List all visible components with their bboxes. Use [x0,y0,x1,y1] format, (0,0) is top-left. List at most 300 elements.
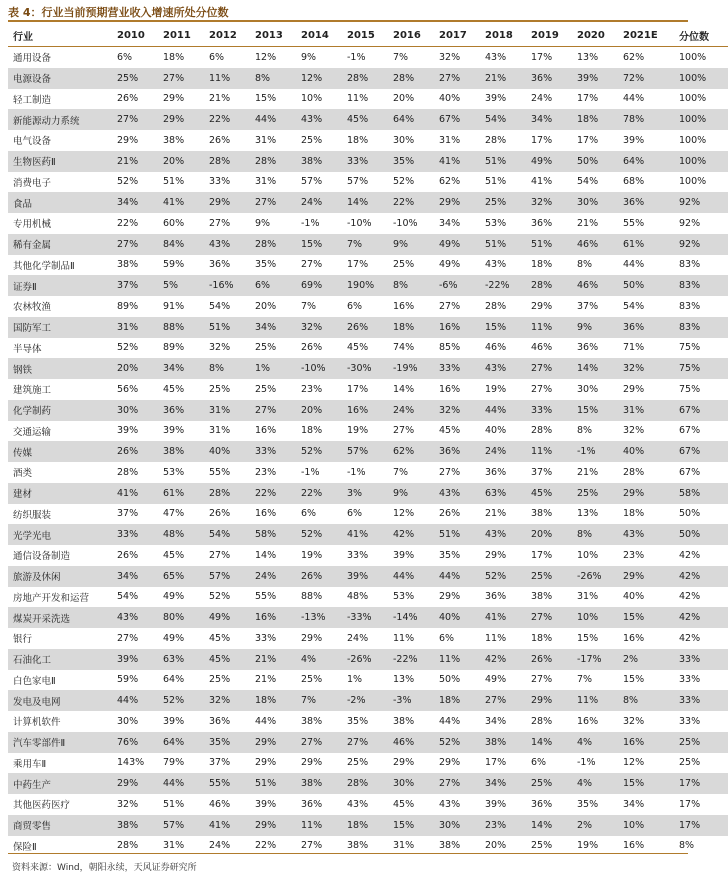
growth-cell: 9% [572,317,618,338]
growth-cell: 29% [204,192,250,213]
table-row [8,773,728,794]
growth-cell: 29% [250,815,296,836]
growth-cell: 54% [204,524,250,545]
growth-cell: 64% [388,109,434,130]
percentile-cell: 17% [674,773,728,794]
growth-cell: 22% [117,217,139,229]
growth-cell: 53% [485,217,507,229]
growth-cell: -6% [434,275,480,296]
growth-cell: 10% [301,93,323,105]
growth-cell: 14% [393,383,415,395]
growth-cell: 25% [572,483,618,504]
industry-name-cell: 银行 [13,634,33,646]
growth-cell: 36% [158,400,204,421]
growth-cell: 62% [623,51,645,63]
growth-cell: 43% [296,109,342,130]
percentile-cell: 75% [679,342,701,354]
growth-cell: 7% [393,51,409,63]
industry-name-cell: 纺织服装 [13,509,52,521]
growth-cell: 45% [526,483,572,504]
growth-cell: 14% [572,358,618,379]
growth-cell: 18% [531,259,553,271]
growth-cell: 27% [296,732,342,753]
growth-cell: 19% [577,840,599,852]
table-row [8,400,728,421]
growth-cell: 30% [117,715,139,727]
growth-cell: 27% [531,383,553,395]
table-body [8,47,728,857]
growth-cell: 16% [342,400,388,421]
growth-cell: 15% [480,317,526,338]
growth-cell: 43% [347,798,369,810]
growth-cell: 28% [250,234,296,255]
table-row [8,421,728,442]
growth-cell: 43% [434,483,480,504]
growth-cell: 20% [296,400,342,421]
growth-cell: 46% [209,798,231,810]
percentile-cell: 100% [679,51,707,63]
growth-cell: 91% [163,300,185,312]
growth-cell: 43% [480,524,526,545]
growth-cell: 8% [388,275,434,296]
growth-cell: 29% [250,732,296,753]
growth-cell: 8% [577,425,593,437]
growth-cell: 55% [623,217,645,229]
growth-cell: 22% [296,483,342,504]
growth-cell: 3% [342,483,388,504]
growth-cell: 29% [439,757,461,769]
growth-cell: 15% [296,234,342,255]
growth-cell: 26% [209,134,231,146]
column-header: 2019 [526,24,572,47]
growth-cell: 15% [572,400,618,421]
growth-cell: 16% [255,425,277,437]
growth-cell: 44% [388,566,434,587]
industry-name-cell: 乘用车Ⅱ [13,758,47,770]
growth-cell: -33% [342,607,388,628]
growth-cell: 28% [623,466,645,478]
industry-name-cell: 发电及电网 [8,690,112,711]
growth-cell: 26% [117,93,139,105]
percentile-cell: 92% [674,234,728,255]
column-header: 2020 [572,24,618,47]
table-row [8,753,728,774]
growth-cell: 27% [209,549,231,561]
growth-cell: 7% [393,466,409,478]
growth-cell: 14% [342,192,388,213]
growth-cell: 15% [618,773,674,794]
growth-cell: 38% [112,815,158,836]
industry-name-cell: 电源设备 [8,68,112,89]
growth-cell: 41% [480,607,526,628]
percentile-cell: 42% [679,591,701,603]
growth-cell: 57% [158,815,204,836]
growth-cell: 35% [439,549,461,561]
growth-cell: 27% [531,674,553,686]
growth-cell: 28% [485,134,507,146]
growth-cell: 14% [255,549,277,561]
growth-cell: 27% [434,68,480,89]
growth-cell: 31% [112,317,158,338]
growth-cell: 41% [531,176,553,188]
growth-cell: 6% [531,757,547,769]
growth-cell: 27% [250,400,296,421]
growth-cell: -1% [572,441,618,462]
growth-cell: 38% [296,151,342,172]
growth-cell: 35% [388,151,434,172]
table-row [8,151,728,172]
growth-cell: 2% [572,815,618,836]
growth-cell: 72% [618,68,674,89]
growth-cell: 32% [434,400,480,421]
growth-cell: 32% [117,798,139,810]
table-row [8,607,728,628]
growth-cell: 25% [393,259,415,271]
growth-cell: 31% [209,425,231,437]
growth-cell: 20% [255,300,277,312]
growth-cell: 26% [296,566,342,587]
industry-name-cell: 建材 [8,483,112,504]
growth-cell: 67% [434,109,480,130]
growth-cell: 38% [117,259,139,271]
percentile-cell: 42% [674,607,728,628]
growth-cell: 61% [158,483,204,504]
growth-cell: 29% [393,757,415,769]
industry-name-cell: 稀有金属 [8,234,112,255]
industry-name-cell: 新能源动力系统 [8,109,112,130]
growth-cell: 29% [439,591,461,603]
growth-cell: 51% [250,773,296,794]
growth-cell: 33% [209,176,231,188]
growth-cell: 24% [480,441,526,462]
growth-cell: 31% [255,176,277,188]
growth-cell: 33% [112,524,158,545]
growth-cell: 46% [485,342,507,354]
growth-cell: -3% [388,690,434,711]
growth-cell: 55% [209,466,231,478]
growth-cell: 32% [526,192,572,213]
growth-cell: 63% [158,649,204,670]
growth-cell: 30% [434,815,480,836]
growth-cell: 51% [163,176,185,188]
growth-cell: 11% [347,93,369,105]
industry-name-cell: 保险Ⅱ [13,841,37,853]
growth-cell: 37% [112,275,158,296]
percentile-cell: 100% [674,109,728,130]
growth-cell: 27% [209,217,231,229]
growth-cell: 29% [623,383,645,395]
growth-cell: 6% [117,51,133,63]
table-row [8,524,728,545]
growth-cell: 34% [485,715,507,727]
growth-cell: 27% [439,466,461,478]
growth-cell: 30% [572,192,618,213]
growth-cell: 21% [485,508,507,520]
growth-cell: -10% [393,217,418,229]
column-header-industry: 行业 [8,24,112,47]
growth-cell: 11% [204,68,250,89]
growth-cell: 20% [158,151,204,172]
growth-cell: 8% [577,259,593,271]
growth-cell: 26% [526,649,572,670]
growth-cell: -19% [388,358,434,379]
growth-cell: 143% [117,757,145,769]
growth-cell: 16% [250,607,296,628]
growth-cell: 29% [618,483,674,504]
growth-cell: 52% [158,690,204,711]
growth-cell: 11% [485,632,507,644]
growth-cell: 24% [388,400,434,421]
percentile-cell: 75% [674,358,728,379]
growth-cell: 51% [204,317,250,338]
industry-name-cell: 化学制药 [8,400,112,421]
growth-cell: 27% [393,425,415,437]
growth-cell: 64% [163,674,185,686]
percentile-cell: 100% [674,68,728,89]
table-row [8,172,728,193]
growth-cell: -30% [342,358,388,379]
growth-cell: 27% [342,732,388,753]
growth-cell: 29% [117,134,139,146]
industry-percentile-table [8,24,728,856]
growth-cell: 41% [204,815,250,836]
growth-cell: 33% [526,400,572,421]
growth-cell: 52% [117,342,139,354]
growth-cell: 26% [301,342,323,354]
growth-cell: 25% [301,674,323,686]
growth-cell: 40% [618,441,674,462]
column-header: 2018 [480,24,526,47]
growth-cell: 52% [209,591,231,603]
growth-cell: 19% [347,425,369,437]
growth-cell: 38% [301,715,323,727]
growth-cell: 40% [439,93,461,105]
growth-cell: 4% [572,773,618,794]
table-row [8,192,728,213]
growth-cell: 27% [158,68,204,89]
industry-name-cell: 石油化工 [8,649,112,670]
bottom-rule [8,853,688,854]
growth-cell: 37% [117,508,139,520]
growth-cell: 39% [163,715,185,727]
growth-cell: 8% [618,690,674,711]
growth-cell: 45% [347,342,369,354]
growth-cell: 28% [204,483,250,504]
growth-cell: 15% [623,674,645,686]
growth-cell: -22% [388,649,434,670]
growth-cell: 29% [301,757,323,769]
growth-cell: 10% [577,549,599,561]
growth-cell: 6% [347,300,363,312]
growth-cell: 44% [112,690,158,711]
growth-cell: 35% [347,715,369,727]
growth-cell: 62% [439,176,461,188]
growth-cell: 7% [301,300,317,312]
percentile-cell: 92% [679,217,701,229]
growth-cell: 36% [531,798,553,810]
growth-cell: 12% [393,508,415,520]
growth-cell: 43% [480,358,526,379]
percentile-cell: 50% [674,524,728,545]
growth-cell: 14% [526,815,572,836]
growth-cell: 38% [158,441,204,462]
growth-cell: 32% [618,358,674,379]
growth-cell: 34% [112,566,158,587]
growth-cell: 17% [347,259,369,271]
industry-name-cell: 轻工制造 [13,94,52,106]
percentile-cell: 25% [674,732,728,753]
table-row [8,794,728,815]
column-header: 2012 [204,24,250,47]
growth-cell: 34% [623,798,645,810]
growth-cell: 25% [255,342,277,354]
growth-cell: 24% [296,192,342,213]
growth-cell: 21% [480,68,526,89]
growth-cell: 36% [209,715,231,727]
growth-cell: 35% [204,732,250,753]
growth-cell: 45% [439,425,461,437]
growth-cell: 54% [480,109,526,130]
growth-cell: 30% [577,383,599,395]
growth-cell: 13% [577,508,599,520]
growth-cell: 25% [209,383,231,395]
growth-cell: 29% [158,109,204,130]
growth-cell: 32% [623,425,645,437]
growth-cell: 16% [623,840,645,852]
growth-cell: 17% [531,51,553,63]
growth-cell: 34% [250,317,296,338]
growth-cell: -10% [296,358,342,379]
growth-cell: 50% [618,275,674,296]
growth-cell: 51% [485,176,507,188]
growth-cell: 32% [209,342,231,354]
growth-cell: 4% [296,649,342,670]
growth-cell: 39% [393,549,415,561]
growth-cell: 44% [439,715,461,727]
growth-cell: 27% [301,259,323,271]
growth-cell: 28% [117,466,139,478]
growth-cell: 28% [388,68,434,89]
growth-cell: 22% [250,483,296,504]
growth-cell: 43% [618,524,674,545]
growth-cell: 11% [393,632,415,644]
growth-cell: 21% [250,649,296,670]
percentile-cell: 50% [679,508,701,520]
growth-cell: 84% [158,234,204,255]
percentile-cell: 42% [679,632,701,644]
column-header: 2015 [342,24,388,47]
growth-cell: 39% [342,566,388,587]
table-row [8,462,728,483]
growth-cell: 6% [347,508,363,520]
growth-cell: 64% [618,151,674,172]
growth-cell: 46% [572,234,618,255]
growth-cell: 39% [485,93,507,105]
growth-cell: 25% [531,840,553,852]
growth-cell: 30% [112,400,158,421]
percentile-cell: 83% [674,317,728,338]
growth-cell: 45% [393,798,415,810]
table-row [8,109,728,130]
growth-cell: 35% [577,798,599,810]
growth-cell: 39% [255,798,277,810]
growth-cell: 38% [531,508,553,520]
growth-cell: 71% [623,342,645,354]
industry-name-cell: 建筑施工 [13,385,52,397]
industry-name-cell: 酒类 [13,468,33,480]
growth-cell: 11% [572,690,618,711]
growth-cell: 40% [485,425,507,437]
growth-cell: 51% [480,151,526,172]
growth-cell: 18% [301,425,323,437]
growth-cell: 11% [434,649,480,670]
growth-cell: 29% [618,566,674,587]
growth-cell: 30% [388,773,434,794]
growth-cell: 38% [296,773,342,794]
growth-cell: 33% [347,549,369,561]
industry-name-cell: 汽车零部件Ⅱ [8,732,112,753]
growth-cell: -16% [204,275,250,296]
industry-name-cell: 证券Ⅱ [8,275,112,296]
growth-cell: 29% [255,757,277,769]
growth-cell: 52% [117,176,139,188]
table-row [8,275,728,296]
growth-cell: -10% [347,217,372,229]
growth-cell: 1% [347,674,363,686]
percentile-cell: 100% [679,134,707,146]
percentile-cell: 92% [674,192,728,213]
growth-cell: 54% [117,591,139,603]
growth-cell: 44% [158,773,204,794]
growth-cell: 31% [618,400,674,421]
growth-cell: 43% [112,607,158,628]
growth-cell: 13% [393,674,415,686]
growth-cell: 6% [250,275,296,296]
column-header: 2016 [388,24,434,47]
growth-cell: 37% [531,466,553,478]
growth-cell: 57% [342,441,388,462]
industry-name-cell: 白色家电Ⅱ [13,675,56,687]
growth-cell: 44% [434,566,480,587]
growth-cell: 18% [434,690,480,711]
industry-name-cell: 食品 [8,192,112,213]
growth-cell: 85% [439,342,461,354]
growth-cell: 29% [485,549,507,561]
growth-cell: 12% [255,51,277,63]
growth-cell: 11% [296,815,342,836]
industry-name-cell: 中药生产 [8,773,112,794]
growth-cell: 31% [163,840,185,852]
growth-cell: 36% [531,217,553,229]
growth-cell: 9% [388,483,434,504]
growth-cell: 52% [434,732,480,753]
growth-cell: 18% [342,815,388,836]
growth-cell: 24% [250,566,296,587]
growth-cell: 10% [572,607,618,628]
growth-cell: 89% [117,300,139,312]
growth-cell: 16% [393,300,415,312]
growth-cell: 54% [209,300,231,312]
growth-cell: 64% [158,732,204,753]
growth-cell: 44% [623,259,645,271]
column-header: 分位数 [674,24,728,47]
growth-cell: -1% [301,217,320,229]
growth-cell: 12% [623,757,645,769]
growth-cell: 9% [388,234,434,255]
growth-cell: 27% [526,358,572,379]
percentile-cell: 25% [679,757,701,769]
table-row [8,89,728,110]
